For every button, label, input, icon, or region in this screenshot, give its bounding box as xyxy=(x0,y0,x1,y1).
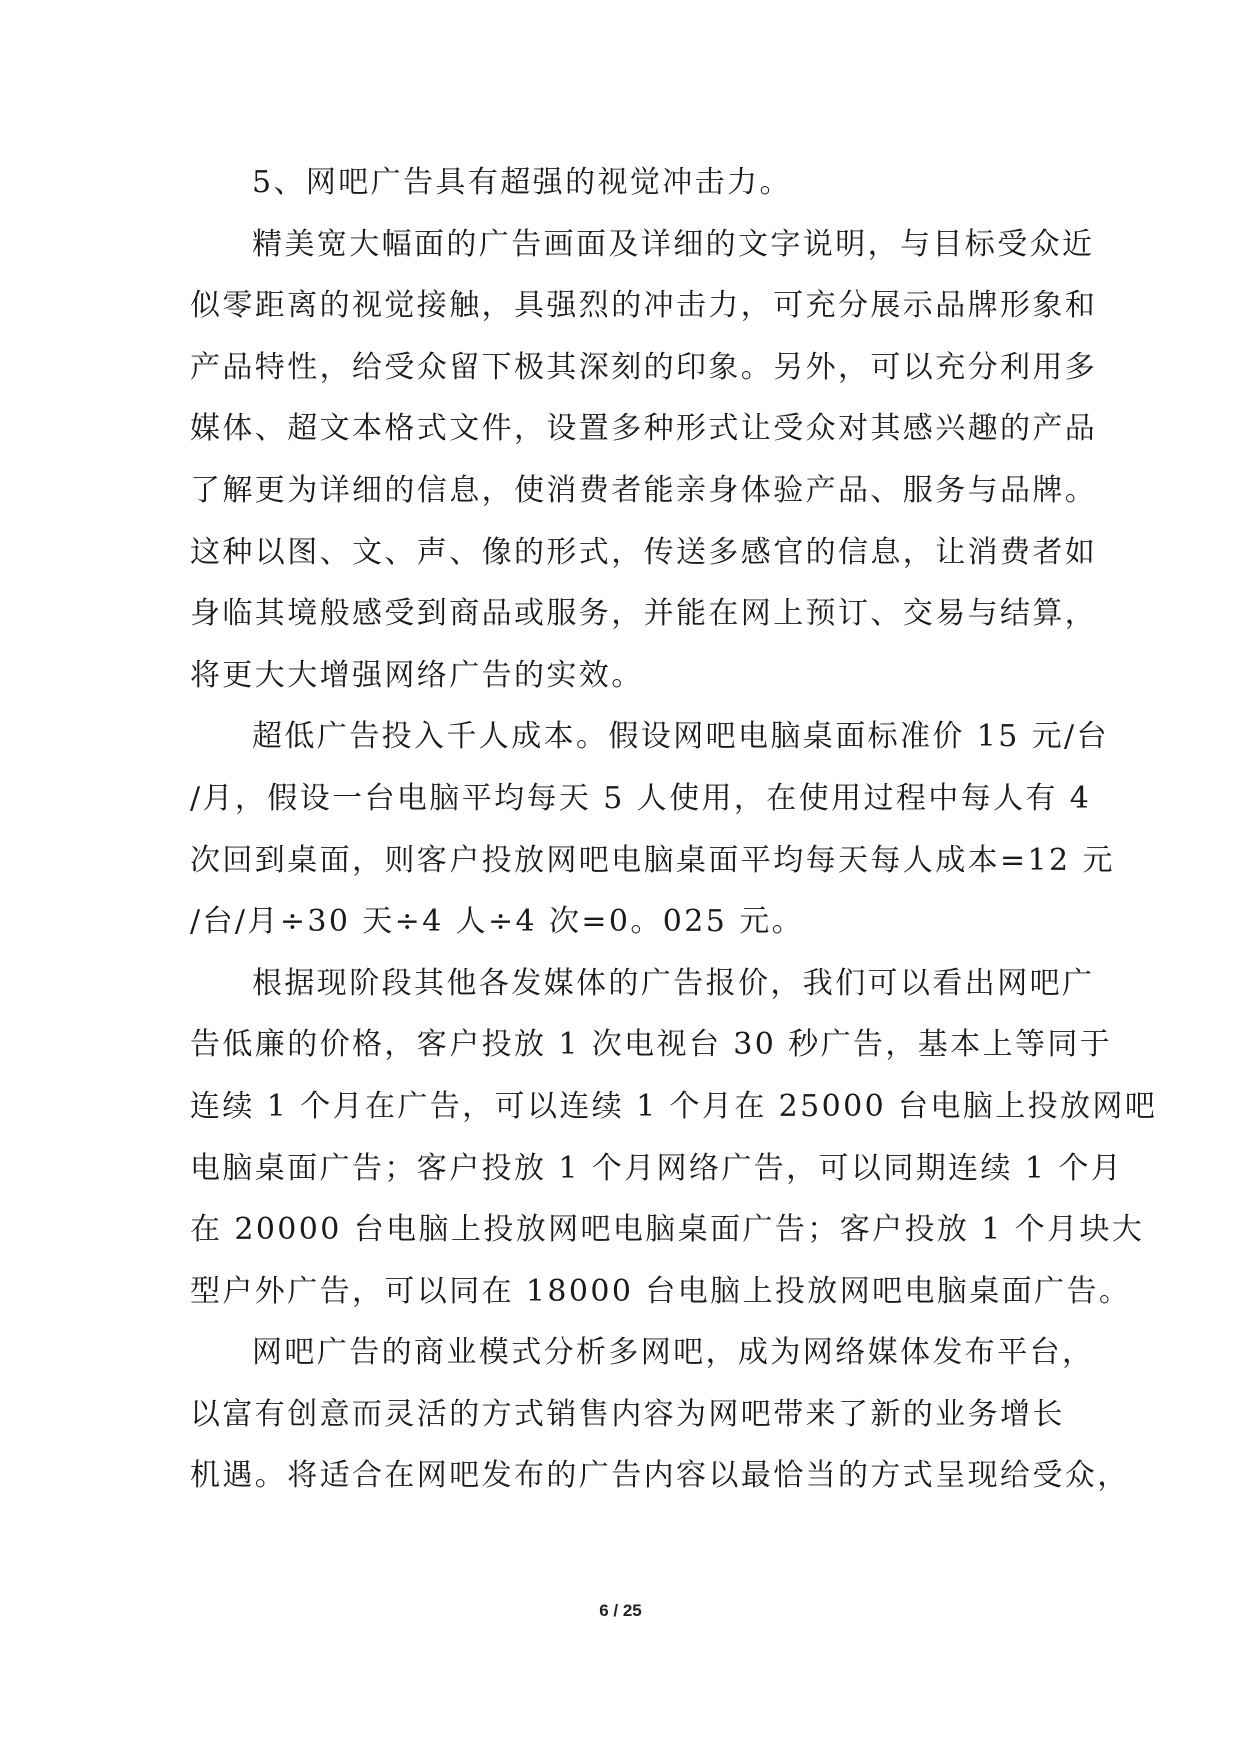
paragraph-line: /台/月÷30 天÷4 人÷4 次=0。025 元。 xyxy=(190,904,805,940)
paragraph-line: 电脑桌面广告；客户投放 1 个月网络广告，可以同期连续 1 个月 xyxy=(190,1150,1124,1186)
paragraph-line: 超低广告投入千人成本。假设网吧电脑桌面标准价 15 元/台 xyxy=(252,719,1109,755)
paragraph-line: 精美宽大幅面的广告画面及详细的文字说明，与目标受众近 xyxy=(252,226,1095,262)
paragraph-line: 5、网吧广告具有超强的视觉冲击力。 xyxy=(252,165,792,200)
paragraph-line: 了解更为详细的信息，使消费者能亲身体验产品、服务与品牌。 xyxy=(190,472,1098,508)
paragraph-line: 网吧广告的商业模式分析多网吧，成为网络媒体发布平台， xyxy=(252,1335,1095,1371)
page-number: 6 / 25 xyxy=(599,1601,642,1620)
document-body xyxy=(190,152,1158,1507)
paragraph-line: 似零距离的视觉接触，具强烈的冲击力，可充分展示品牌形象和 xyxy=(190,288,1098,324)
paragraph-line: /月，假设一台电脑平均每天 5 人使用，在使用过程中每人有 4 xyxy=(190,780,1092,816)
paragraph-line: 在 20000 台电脑上投放网吧电脑桌面广告；客户投放 1 个月块大 xyxy=(190,1212,1145,1248)
paragraph-2 xyxy=(190,214,1098,707)
paragraph-line: 这种以图、文、声、像的形式，传送多感官的信息，让消费者如 xyxy=(190,534,1098,570)
paragraph-line: 型户外广告，可以同在 18000 台电脑上投放网吧电脑桌面广告。 xyxy=(190,1273,1132,1309)
paragraph-line: 根据现阶段其他各发媒体的广告报价，我们可以看出网吧广 xyxy=(252,965,1095,1001)
paragraph-line: 告低廉的价格，客户投放 1 次电视台 30 秒广告，基本上等同于 xyxy=(190,1027,1113,1063)
paragraph-line: 将更大大增强网络广告的实效。 xyxy=(190,657,644,693)
paragraph-4 xyxy=(190,953,1158,1323)
paragraph-line: 身临其境般感受到商品或服务，并能在网上预订、交易与结算， xyxy=(190,596,1098,632)
paragraph-line: 以富有创意而灵活的方式销售内容为网吧带来了新的业务增长 xyxy=(190,1396,1065,1432)
paragraph-3 xyxy=(190,706,1115,952)
paragraph-5 xyxy=(190,1322,1130,1507)
paragraph-line: 媒体、超文本格式文件，设置多种形式让受众对其感兴趣的产品 xyxy=(190,411,1098,447)
paragraph-line: 次回到桌面，则客户投放网吧电脑桌面平均每天每人成本=12 元 xyxy=(190,842,1115,878)
paragraph-line: 机遇。将适合在网吧发布的广告内容以最恰当的方式呈现给受众， xyxy=(190,1458,1130,1494)
paragraph-1 xyxy=(190,152,1052,214)
paragraph-line: 产品特性，给受众留下极其深刻的印象。另外，可以充分利用多 xyxy=(190,349,1098,385)
paragraph-line: 连续 1 个月在广告，可以连续 1 个月在 25000 台电脑上投放网吧 xyxy=(190,1088,1158,1124)
